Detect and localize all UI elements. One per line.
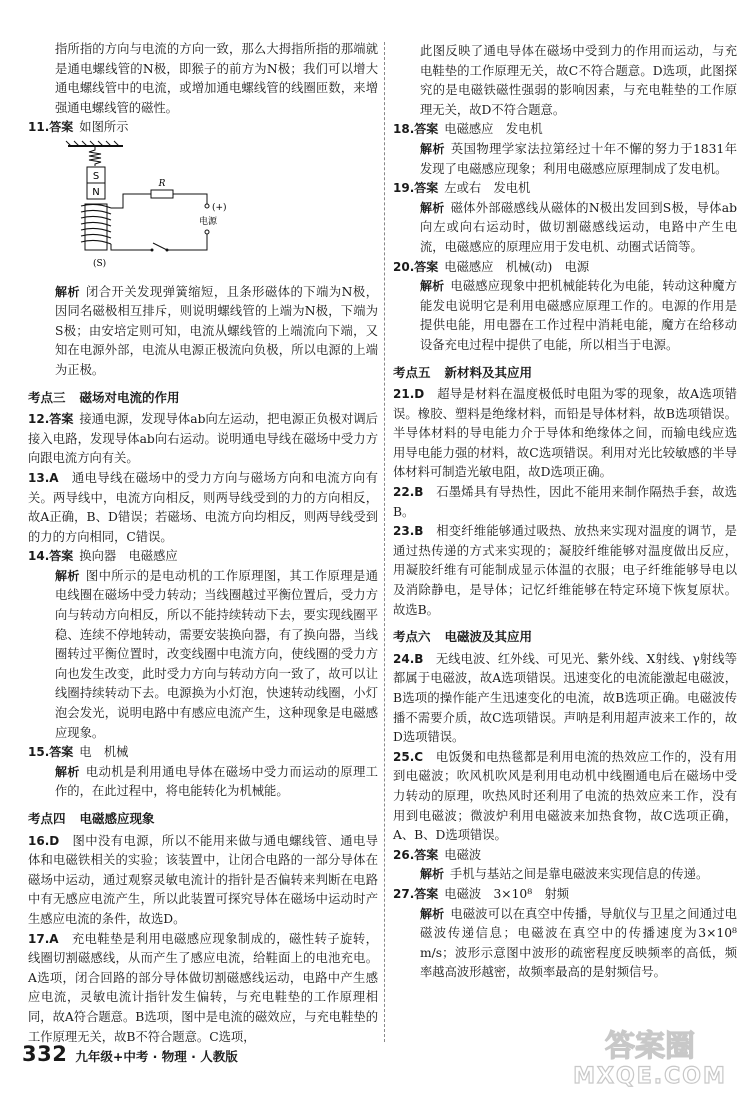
magnet-n-label: N — [92, 186, 100, 198]
explanation-text: 图中所示的是电动机的工作原理图，其工作原理是通电线圈在磁场中受力转动；当线圈越过平衡位置后，受力方向与转动方向相反，所以不能持续转动下去，要实现线圈平稳、连续不停地转动，需要安装换向器，有了换向器，当线圈转过平衡位置时，改变线圈中电流方向，使线圈的受力方向也发生改变，此时受力方向与转动方向一致了，故可以让线圈持续转动下去。电源换为小灯泡，快速转动线圈，小灯泡会发光，说明电路中有感应电流产生，这种现象是电磁感应现象。 — [55, 568, 378, 740]
answer-text: 左或右 发电机 — [444, 181, 531, 196]
q27-number: 27. — [393, 886, 415, 901]
left-column — [28, 40, 378, 1047]
answer-tag: 答案 — [414, 886, 439, 901]
q23-number: 23.B — [393, 524, 424, 539]
q14-number: 14. — [28, 549, 50, 564]
q11-circuit-figure — [63, 140, 263, 272]
section-heading-3 — [28, 388, 378, 408]
section-title: 电磁感应现象 — [79, 811, 155, 826]
answer-text: 通电导线在磁场中的受力方向与磁场方向和电流方向有关。两导线中，电流方向相反，则两导线受到的力的方向相反，故A正确，B、D错误；若磁场、电流方向均相反，则两导线受到的力的方向相同，C错误。 — [28, 470, 378, 544]
q13-answer — [28, 469, 378, 547]
q21-answer — [393, 385, 737, 483]
q18-number: 18. — [393, 122, 415, 137]
answer-tag: 答案 — [49, 549, 74, 564]
answer-tag: 答案 — [49, 745, 74, 760]
q25-answer — [393, 748, 737, 846]
answer-text: 接通电源，发现导体ab向左运动，把电源正负极对调后接入电路，发现导体ab向右运动。说明通电导线在磁场中受力方向跟电流方向有关。 — [28, 412, 378, 466]
q11-explanation — [28, 283, 378, 381]
answer-text: 无线电波、红外线、可见光、紫外线、X射线、γ射线等都属于电磁波，故A选项错误。迅速变化的电流能激起电磁波，B选项的操作能产生迅速变化的电流，故B选项正确。电磁波传播不需要介质，故C选项错误。声呐是利用超声波来工作的，故D选项错误。 — [393, 651, 737, 745]
answer-text: 图中没有电源，所以不能用来做与通电螺线管、通电导体和电磁铁相关的实验；该装置中，让闭合电路的一部分导体在磁场中运动，通过观察灵敏电流计的指针是否偏转来判断在电路中有无感应电流产生，所以此装置可探究导体在磁场中运动时产生感应电流的条件，故选D。 — [28, 833, 378, 926]
q18-explanation — [393, 140, 737, 179]
explanation-text: 电动机是利用通电导体在磁场中受力而运动的原理工作的，在此过程中，将电能转化为机械能。 — [55, 764, 378, 799]
q15-explanation — [28, 763, 378, 802]
q25-number: 25.C — [393, 749, 424, 764]
answer-tag: 答案 — [414, 847, 439, 862]
magnet-s-label: S — [92, 170, 100, 182]
q12-answer — [28, 410, 378, 469]
intro-continuation: 指所指的方向与电流的方向一致，那么大拇指所指的那端就是通电螺线管的N极，即猴子的前方为N极；我们可以增大通电螺线管中的电流，或增加通电螺线管的线圈匝数，来增强通电螺线管的磁性。 — [55, 42, 378, 115]
q18-answer — [393, 120, 737, 140]
section-heading-5 — [393, 363, 737, 383]
answer-text: 电磁波 3×10⁸ 射频 — [444, 886, 570, 901]
q27-answer — [393, 885, 737, 905]
q14-explanation — [28, 567, 378, 743]
answer-text: 电饭煲和电热毯都是利用电流的热效应工作的，没有用到电磁波；吹风机吹风是利用电动机中线圈通电后在磁场中受力转动的原理，吹热风时还利用了电流的热效应来工作，没有用到电磁波；微波炉利用电磁波来加热食物，故C选项正确，A、B、D选项错误。 — [393, 749, 737, 843]
q19-answer — [393, 179, 737, 199]
section-heading-6 — [393, 627, 737, 647]
power-source-label: 电源 — [199, 216, 218, 227]
q16-number: 16.D — [28, 833, 60, 848]
answer-text: 石墨烯具有导热性，因此不能用来制作隔热手套，故选B。 — [393, 485, 737, 519]
watermark-text: 答案圈 — [605, 1029, 695, 1064]
explanation-tag: 解析 — [420, 141, 445, 156]
answer-tag: 答案 — [414, 259, 439, 274]
q26-answer — [393, 846, 737, 866]
section-title: 新材料及其应用 — [444, 364, 533, 380]
answer-tag: 答案 — [49, 120, 74, 135]
q12-number: 12. — [28, 412, 50, 427]
q15-answer — [28, 743, 378, 763]
q24-answer — [393, 650, 737, 748]
q24-number: 24.B — [393, 651, 424, 666]
q22-answer — [393, 483, 737, 522]
q11-number: 11. — [28, 120, 50, 135]
answer-text: 电磁感应 发电机 — [444, 122, 543, 137]
section-label: 考点五 — [393, 364, 431, 380]
explanation-text: 英国物理学家法拉第经过十年不懈的努力于1831年发现了电磁感应现象；利用电磁感应原理制成了发电机。 — [420, 141, 737, 176]
explanation-tag: 解析 — [55, 568, 80, 583]
right-column — [393, 42, 737, 983]
q19-number: 19. — [393, 181, 415, 196]
answer-tag: 答案 — [414, 181, 439, 196]
watermark-url: MXQE.COM — [573, 1064, 727, 1089]
q14-answer — [28, 547, 378, 567]
q23-answer — [393, 522, 737, 620]
q13-number: 13.A — [28, 470, 59, 485]
q27-explanation — [393, 905, 737, 983]
q15-number: 15. — [28, 745, 50, 760]
explanation-tag: 解析 — [55, 764, 80, 779]
explanation-text: 电磁波可以在真空中传播，导航仪与卫星之间通过电磁波传递信息；电磁波在真空中的传播速度为3×10⁸ m/s；波形示意图中波形的疏密程度反映频率的高低，频率越高波形越密，故频率最高的是射频信号。 — [420, 906, 737, 980]
answer-text: 超导是材料在温度极低时电阻为零的现象，故A选项错误。橡胶、塑料是绝缘材料，而铅是导体材料，故B选项错误。半导体材料的导电能力介于导体和绝缘体之间，而输电线应选用导电能力强的材料，故C选项错误。利用对光比较敏感的半导体材料可制造光敏电阻，故D选项正确。 — [393, 387, 737, 480]
answer-text: 电磁波 — [444, 847, 482, 862]
q20-number: 20. — [393, 259, 415, 274]
section-heading-4 — [28, 809, 378, 829]
resistor-label: R — [158, 178, 166, 189]
section-label: 考点四 — [28, 811, 66, 826]
q26-explanation — [393, 865, 737, 885]
q16-answer — [28, 832, 378, 930]
explanation-text: 电磁感应现象中把机械能转化为电能，转动这种魔方能发电说明它是利用电磁感应原理工作的。电源的作用是提供电能，用电器在工作过程中消耗电能，魔方在给移动设备充电过程中提供了电能，所以相当于电源。 — [420, 279, 737, 352]
answer-text: 相变纤维能够通过吸热、放热来实现对温度的调节，是通过热传递的方式来实现的；凝胶纤维能够对温度做出反应，用凝胶纤维有可能制成显示体温的衣服；电子纤维能够导电以及消除静电，是导体；记忆纤维能够在特定环境下恢复原状。故选B。 — [393, 524, 737, 617]
explanation-text: 手机与基站之间是靠电磁波来实现信息的传递。 — [450, 867, 709, 882]
q20-answer — [393, 258, 737, 278]
q20-explanation — [393, 277, 737, 355]
section-title: 电磁波及其应用 — [444, 629, 533, 645]
answer-text: 电磁感应 机械(动) 电源 — [444, 259, 590, 274]
q21-number: 21.D — [393, 387, 425, 402]
watermark-logo — [555, 1020, 745, 1090]
explanation-tag: 解析 — [420, 279, 445, 294]
section-label: 考点三 — [28, 389, 66, 405]
answer-text: 如图所示 — [79, 120, 129, 135]
section-label: 考点六 — [393, 629, 431, 645]
q17-answer — [28, 930, 378, 1048]
solenoid-bottom-label: (S) — [93, 258, 107, 269]
explanation-tag: 解析 — [420, 906, 445, 921]
answer-tag: 答案 — [414, 122, 439, 137]
q22-number: 22.B — [393, 485, 424, 500]
answer-text: 换向器 电磁感应 — [79, 549, 178, 564]
book-title: 九年级+中考 · 物理 · 人教版 — [75, 1049, 238, 1064]
column-divider — [384, 42, 385, 1042]
explanation-tag: 解析 — [420, 200, 445, 215]
answer-text: 电 机械 — [79, 745, 129, 760]
power-plus-label: (+) — [212, 202, 227, 213]
explanation-text: 闭合开关发现弹簧缩短，且条形磁体的下端为N极，因同名磁极相互排斥，则说明螺线管的上端为N极，下端为S极；由安培定则可知，电流从螺线管的上端流向下端，又知在电源外部，电流从电源正极流向负极，所以电源的上端为正极。 — [55, 284, 378, 377]
q17-number: 17.A — [28, 931, 59, 946]
page-footer — [22, 1042, 238, 1066]
explanation-text: 磁体外部磁感线从磁体的N极出发回到S极，导体ab向左或向右运动时，做切割磁感线运动，电路中产生电流，电磁感应的原理应用于发电机、动圈式话筒等。 — [420, 200, 737, 254]
section-title: 磁场对电流的作用 — [79, 389, 180, 405]
page-number: 332 — [22, 1042, 68, 1066]
q19-explanation — [393, 199, 737, 258]
q17-continuation: 此图反映了通电导体在磁场中受到力的作用而运动，与充电鞋垫的工作原理无关，故C不符合题意。D选项，此图探究的是电磁铁磁性强弱的影响因素，与充电鞋垫的工作原理无关，故D不符合题意。 — [420, 44, 737, 117]
answer-tag: 答案 — [49, 412, 74, 427]
answer-text: 充电鞋垫是利用电磁感应现象制成的，磁性转子旋转，线圈切割磁感线，从而产生了感应电流，给鞋面上的电池充电。A选项，闭合回路的部分导体做切割磁感线运动，电路中产生感应电流，灵敏电流计指针发生偏转，与充电鞋垫的工作原理相同，故A符合题意。B选项，图中是电流的磁效应，与充电鞋垫的工作原理无关，故B不符合题意。C选项， — [28, 931, 378, 1044]
q11-answer — [28, 118, 378, 138]
q26-number: 26. — [393, 847, 415, 862]
explanation-tag: 解析 — [420, 867, 445, 882]
explanation-tag: 解析 — [55, 284, 80, 299]
